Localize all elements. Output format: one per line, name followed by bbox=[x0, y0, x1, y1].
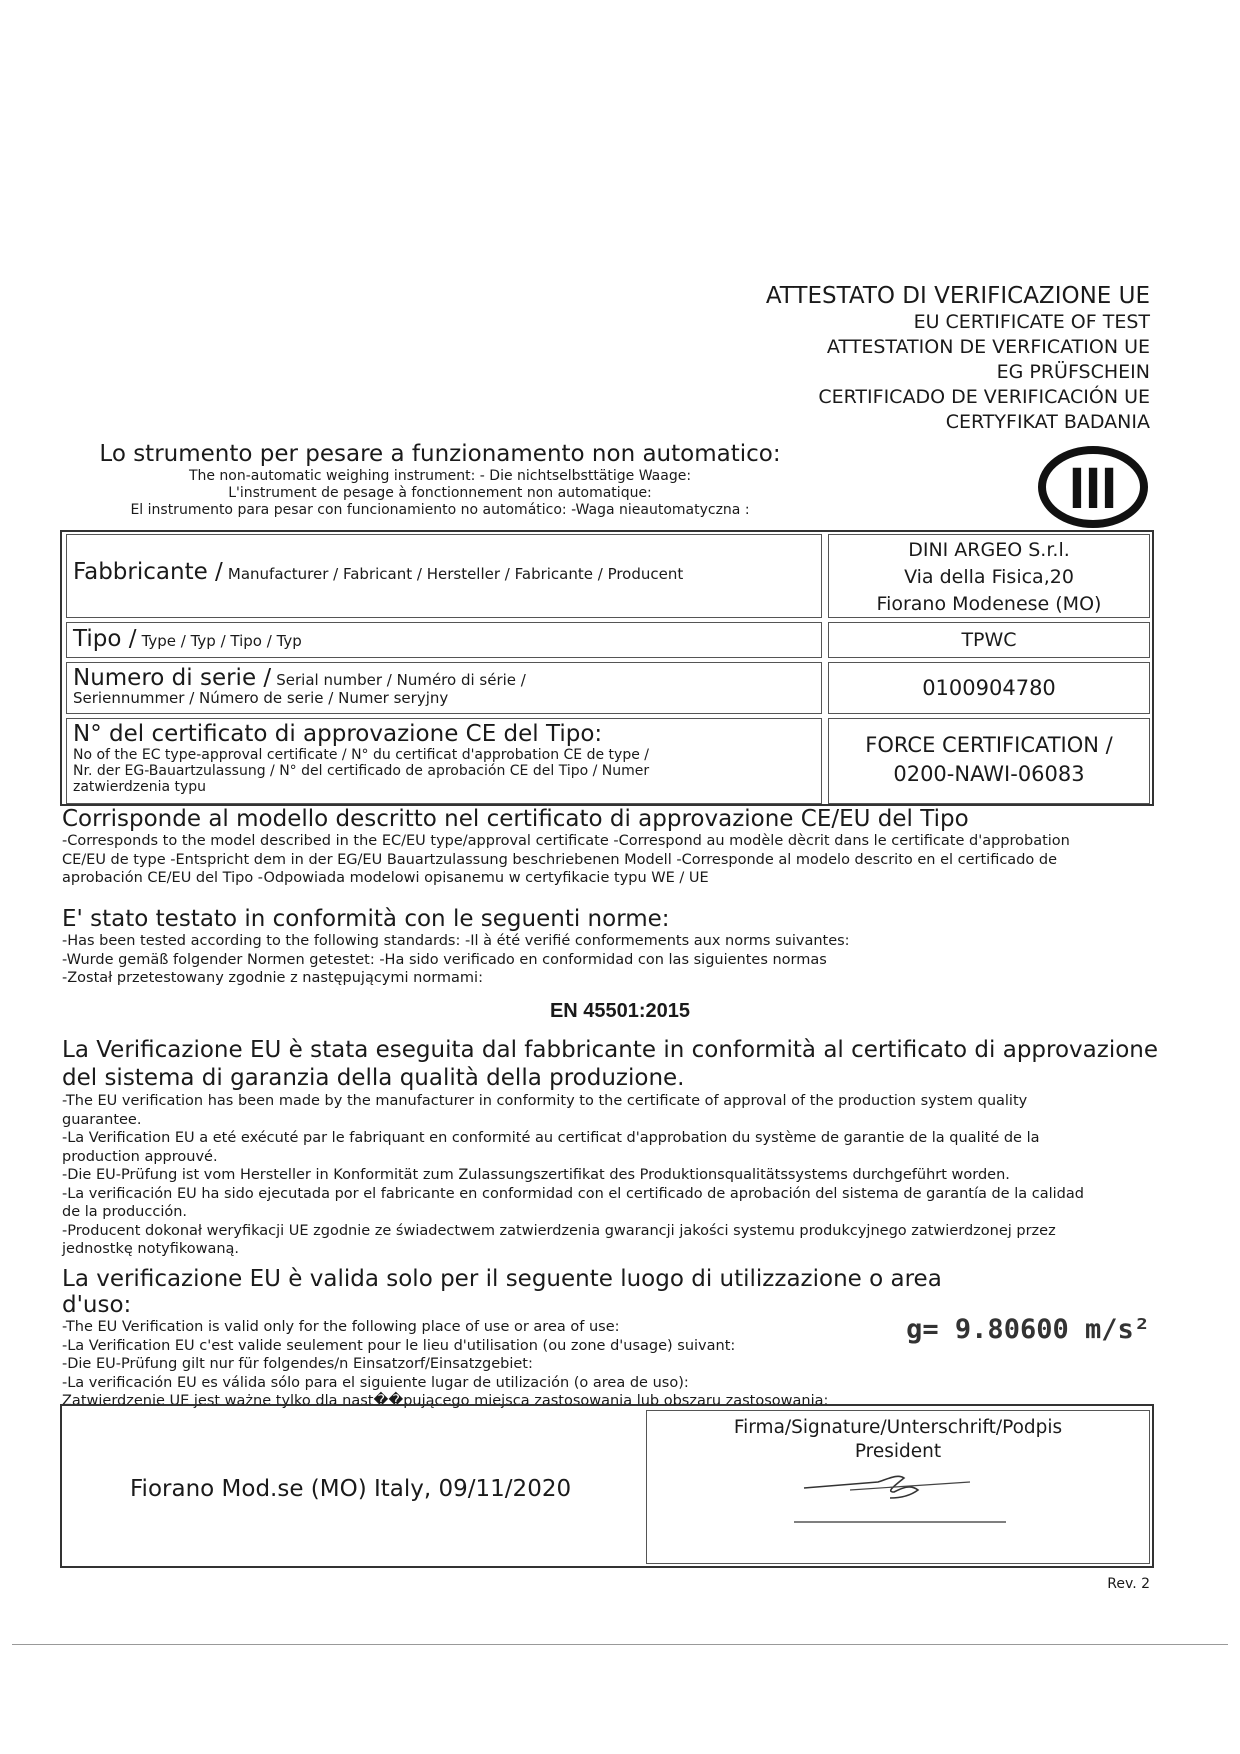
applied-standard: EN 45501:2015 bbox=[549, 1000, 691, 1022]
serial-label-cell bbox=[66, 662, 822, 714]
certificate-label-translations: zatwierdzenia typu bbox=[73, 779, 207, 795]
certificate-label-translations: Nr. der EG-Bauartzulassung / N° del certificado de aprobación CE del Tipo / Numer bbox=[73, 763, 650, 779]
validity-translation: -La verificación EU es válida sólo para el siguiente lugar de utilización (o area de uso): bbox=[62, 1374, 689, 1391]
verification-translation: jednostkę notyfikowaną. bbox=[62, 1241, 240, 1257]
certificate-body: FORCE CERTIFICATION / bbox=[865, 733, 1113, 757]
manufacturer-value-cell bbox=[828, 534, 1150, 618]
instrument-translation: L'instrument de pesage à fonctionnement non automatique: bbox=[228, 485, 652, 501]
validity-section bbox=[62, 1266, 962, 1411]
verification-translation: -Die EU-Prüfung ist vom Hersteller in Konformität zum Zulassungszertifikat des Produktionsqualitätssystems durchgeführt worden. bbox=[62, 1167, 1010, 1183]
title-translation: CERTYFIKAT BADANIA bbox=[945, 411, 1150, 433]
verification-translation: production approuvé. bbox=[62, 1148, 218, 1165]
table-row-manufacturer bbox=[62, 534, 1152, 618]
signature-label: Firma/Signature/Unterschrift/Podpis bbox=[733, 1417, 1063, 1438]
title-translation: EG PRÜFSCHEIN bbox=[996, 361, 1150, 383]
corresponds-translation: CE/EU de type -Entspricht dem in der EG/EU Bauartzulassung beschriebenen Modell -Corresponde al modelo descrito en el certificado de bbox=[62, 851, 1058, 868]
place-and-date: Fiorano Mod.se (MO) Italy, 09/11/2020 bbox=[130, 1476, 572, 1502]
title-translation: ATTESTATION DE VERFICATION UE bbox=[826, 336, 1150, 358]
instrument-heading bbox=[60, 440, 820, 519]
accuracy-class-iii-icon bbox=[1037, 445, 1149, 529]
manufacturer-label: Fabbricante / bbox=[73, 559, 223, 585]
serial-number-value: 0100904780 bbox=[828, 662, 1150, 714]
page-divider bbox=[12, 1644, 1228, 1645]
corresponds-heading: Corrisponde al modello descritto nel certificato di approvazione CE/EU del Tipo bbox=[62, 806, 969, 832]
certificate-title-block bbox=[766, 282, 1150, 435]
validity-translation: -The EU Verification is valid only for the following place of use or area of use: bbox=[62, 1319, 620, 1335]
certificate-label: N° del certificato di approvazione CE del Tipo: bbox=[73, 721, 603, 747]
table-row-serial bbox=[62, 662, 1152, 714]
certificate-label-translations: No of the EC type-approval certificate / N° du certificat d'approbation CE de type / bbox=[73, 747, 649, 763]
verification-heading: La Verificazione EU è stata eseguita dal fabbricante in conformità al certificato di approvazione bbox=[62, 1037, 1159, 1063]
validity-translation: -La Verification EU c'est valide seulement pour le lieu d'utilisation (ou zone d'usage) suivant: bbox=[62, 1337, 736, 1354]
instrument-title: Lo strumento per pesare a funzionamento non automatico: bbox=[99, 441, 781, 467]
manufacturer-name: DINI ARGEO S.r.l. bbox=[908, 539, 1070, 561]
title-translation: CERTIFICADO DE VERIFICACIÓN UE bbox=[818, 386, 1150, 408]
type-label-translations: Type / Typ / Tipo / Typ bbox=[141, 632, 302, 650]
signatory-role: President bbox=[854, 1441, 942, 1462]
signature-caption bbox=[646, 1416, 1150, 1464]
verification-translation: -Producent dokonał weryfikacji UE zgodnie ze świadectwem zatwierdzenia gwarancji jakości systemu produkcyjnego zatwierdzonej przez bbox=[62, 1222, 1056, 1239]
verification-translation: -The EU verification has been made by the manufacturer in conformity to the certificate of approval of the production system quality bbox=[62, 1093, 1028, 1109]
table-row-type bbox=[62, 622, 1152, 658]
verification-translation: -La verificación EU ha sido ejecutada por el fabricante en conformidad con el certificado de aprobación del sistema de garantía de la calidad bbox=[62, 1185, 1084, 1202]
instrument-translation: El instrumento para pesar con funcionamiento no automático: -Waga nieautomatyczna : bbox=[130, 502, 750, 518]
serial-label-translations: Seriennummer / Número de serie / Numer seryjny bbox=[73, 689, 449, 707]
corresponds-translation: aprobación CE/EU del Tipo -Odpowiada modelowi opisanemu w certyfikacie typu WE / UE bbox=[62, 870, 709, 886]
manufacturer-street: Via della Fisica,20 bbox=[904, 566, 1074, 588]
verification-translation: -La Verification EU a eté exécuté par le fabriquant en conformité au certificat d'approbation du système de garantie de la qualité de la bbox=[62, 1130, 1040, 1146]
validity-heading: La verificazione EU è valida solo per il seguente luogo di utilizzazione o area d'uso: bbox=[62, 1266, 942, 1318]
tested-translation: -Został przetestowany zgodnie z następującymi normami: bbox=[62, 970, 483, 986]
handwritten-signature bbox=[790, 1462, 1010, 1532]
certificate-title: ATTESTATO DI VERIFICAZIONE UE bbox=[765, 283, 1150, 309]
manufacturer-label-translations: Manufacturer / Fabricant / Hersteller / Fabricante / Producent bbox=[227, 565, 684, 583]
gravity-value: g= 9.80600 m/s² bbox=[906, 1314, 1150, 1345]
instrument-data-table bbox=[60, 530, 1154, 806]
validity-translation: Zatwierdzenie UE jest ważne tylko dla nast��pującego miejsca zastosowania lub obszaru zastosowania: bbox=[62, 1393, 829, 1409]
tested-translation: -Wurde gemäß folgender Normen getestet: -Ha sido verificado en conformidad con las siguientes normas bbox=[62, 951, 827, 968]
verification-translation: guarantee. bbox=[62, 1111, 142, 1128]
manufacturer-label-cell bbox=[66, 534, 822, 618]
verification-heading: del sistema di garanzia della qualità della produzione. bbox=[62, 1065, 685, 1091]
verification-translation: de la producción. bbox=[62, 1204, 188, 1220]
revision-label: Rev. 2 bbox=[1107, 1576, 1150, 1592]
type-label: Tipo / bbox=[73, 626, 137, 652]
instrument-translation: The non-automatic weighing instrument: - Die nichtselbsttätige Waage: bbox=[188, 468, 692, 484]
accuracy-class-label: III bbox=[1068, 456, 1118, 521]
manufacturer-city: Fiorano Modenese (MO) bbox=[876, 593, 1102, 615]
corresponds-section bbox=[62, 806, 1162, 888]
certificate-value-cell bbox=[828, 718, 1150, 804]
certificate-number: 0200-NAWI-06083 bbox=[893, 762, 1085, 786]
type-value: TPWC bbox=[828, 622, 1150, 658]
tested-heading: E' stato testato in conformità con le seguenti norme: bbox=[62, 906, 670, 932]
tested-section bbox=[62, 906, 1162, 988]
validity-translation: -Die EU-Prüfung gilt nur für folgendes/n Einsatzorf/Einsatzgebiet: bbox=[62, 1356, 533, 1372]
type-label-cell bbox=[66, 622, 822, 658]
title-translation: EU CERTIFICATE OF TEST bbox=[913, 311, 1150, 333]
serial-label: Numero di serie / bbox=[73, 665, 272, 691]
tested-translation: -Has been tested according to the following standards: -Il à été verifié conformements aux norms suivantes: bbox=[62, 933, 850, 949]
table-row-certificate bbox=[62, 718, 1152, 804]
corresponds-translation: -Corresponds to the model described in the EC/EU type/approval certificate -Correspond au modèle dècrit dans le certificate d'approbation bbox=[62, 833, 1070, 849]
verification-section bbox=[62, 1036, 1162, 1259]
serial-label-translations: Serial number / Numéro di série / bbox=[276, 671, 526, 689]
certificate-label-cell bbox=[66, 718, 822, 804]
